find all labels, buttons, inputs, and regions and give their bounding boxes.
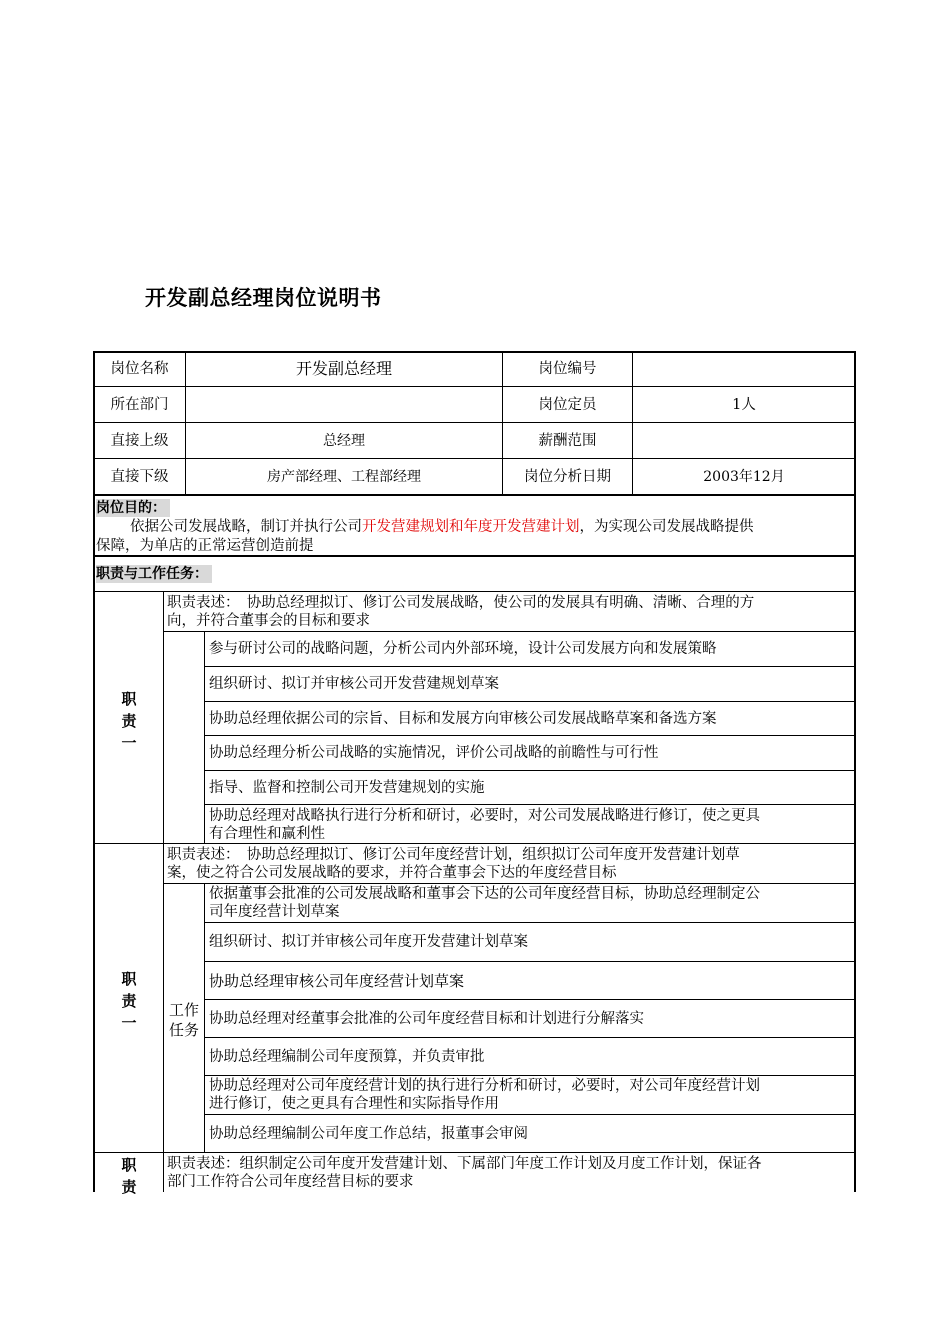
row-divider (93, 458, 856, 459)
label-analysis-date: 岗位分析日期 (524, 469, 611, 485)
purpose-text: 依据公司发展战略，制订并执行公司开发营建规划和年度开发营建计划，为实现公司发展战略提供 (130, 519, 754, 535)
row-divider (93, 843, 856, 844)
row-divider (163, 631, 856, 632)
row-divider (204, 735, 856, 736)
duties-heading: 职责与工作任务： (96, 565, 212, 583)
label-position-code: 岗位编号 (538, 361, 597, 377)
purpose-text-line2: 保障，为单店的正常运营创造前提 (96, 538, 314, 554)
duty2-task: 组织研讨、拟订并审核公司年度开发营建计划草案 (209, 934, 528, 950)
duty2-statement-line2: 案，使之符合公司发展战略的要求，并符合董事会下达的年度经营目标 (167, 865, 617, 881)
duty1-task: 协助总经理对战略执行进行分析和研讨，必要时，对公司发展战略进行修订，使之更具 (209, 808, 760, 824)
duty2-task: 协助总经理编制公司年度预算，并负责审批 (209, 1049, 485, 1065)
duty2-task-line2: 司年度经营计划草案 (209, 904, 340, 920)
row-divider (204, 701, 856, 702)
row-divider (204, 804, 856, 805)
duty2-task-line2: 进行修订，使之更具有合理性和实际指导作用 (209, 1096, 499, 1112)
purpose-heading: 岗位目的： (96, 499, 170, 517)
duty1-task: 组织研讨、拟订并审核公司开发营建规划草案 (209, 676, 499, 692)
duty1-task: 协助总经理分析公司战略的实施情况，评价公司战略的前瞻性与可行性 (209, 745, 659, 761)
value-analysis-date: 2003年12月 (703, 469, 785, 485)
page-title: 开发副总经理岗位说明书 (145, 286, 382, 310)
duty1-statement-line2: 向，并符合董事会的目标和要求 (167, 613, 370, 629)
duty2-label: 职责一 (121, 970, 137, 1032)
row-divider (163, 883, 856, 884)
duty1-task-line2: 有合理性和赢利性 (209, 826, 325, 842)
col-divider (204, 883, 205, 1152)
row-divider (204, 770, 856, 771)
row-divider (93, 494, 856, 496)
row-divider (204, 1037, 856, 1038)
duty2-statement: 职责表述： 协助总经理拟订、修订公司年度经营计划，组织拟订公司年度开发营建计划草 (167, 847, 740, 863)
duty2-task: 协助总经理编制公司年度工作总结，报董事会审阅 (209, 1126, 528, 1142)
col-divider (204, 631, 205, 844)
duty2-task: 协助总经理对公司年度经营计划的执行进行分析和研讨，必要时，对公司年度经营计划 (209, 1078, 760, 1094)
row-divider (93, 1152, 856, 1153)
duty1-task: 参与研讨公司的战略问题，分析公司内外部环境，设计公司发展方向和发展策略 (209, 641, 717, 657)
section-divider (93, 555, 856, 557)
section-divider (93, 591, 856, 592)
row-divider (93, 422, 856, 423)
value-headcount: 1人 (732, 397, 756, 413)
row-divider (204, 666, 856, 667)
duty3-statement-line2: 部门工作符合公司年度经营目标的要求 (167, 1174, 414, 1190)
label-position-name: 岗位名称 (110, 361, 169, 377)
duty1-task: 协助总经理依据公司的宗旨、目标和发展方向审核公司发展战略草案和备选方案 (209, 711, 717, 727)
duty2-task-label: 工作任务 (168, 1001, 199, 1039)
duty2-task: 依据董事会批准的公司发展战略和董事会下达的公司年度经营目标，协助总经理制定公 (209, 886, 760, 902)
label-salary-range: 薪酬范围 (538, 433, 597, 449)
row-divider (204, 1114, 856, 1115)
row-divider (204, 999, 856, 1000)
duty3-label: 职责 (121, 1156, 137, 1196)
col-divider (163, 591, 164, 1192)
duty3-statement: 职责表述：组织制定公司年度开发营建计划、下属部门年度工作计划及月度工作计划，保证各 (167, 1156, 762, 1172)
label-subordinates: 直接下级 (110, 469, 169, 485)
row-divider (204, 1075, 856, 1076)
duty1-statement: 职责表述： 协助总经理拟订、修订公司发展战略，使公司的发展具有明确、清晰、合理的方 (167, 595, 755, 611)
duty1-task: 指导、监督和控制公司开发营建规划的实施 (209, 780, 485, 796)
label-headcount: 岗位定员 (538, 397, 597, 413)
duty1-label: 职责一 (121, 690, 137, 752)
row-divider (93, 386, 856, 387)
duty2-task: 协助总经理对经董事会批准的公司年度经营目标和计划进行分解落实 (209, 1011, 644, 1027)
purpose-highlight: 开发营建规划和年度开发营建计划 (362, 519, 580, 535)
duty2-task: 协助总经理审核公司年度经营计划草案 (209, 972, 465, 990)
value-position-name: 开发副总经理 (295, 359, 392, 378)
label-superior: 直接上级 (110, 433, 169, 449)
value-subordinates: 房产部经理、工程部经理 (267, 469, 421, 485)
row-divider (204, 961, 856, 962)
row-divider (204, 922, 856, 923)
value-superior: 总经理 (323, 433, 365, 449)
label-department: 所在部门 (110, 397, 169, 413)
